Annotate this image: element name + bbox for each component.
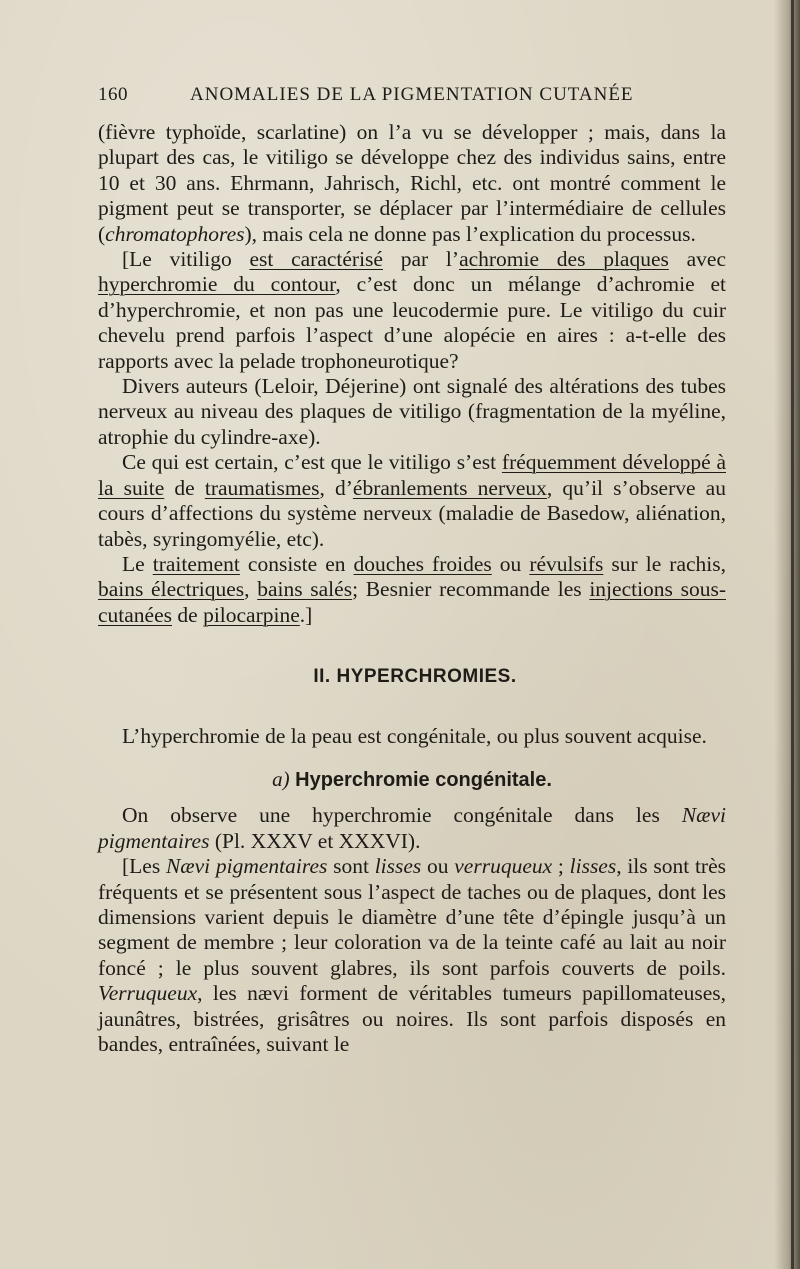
paragraph-nerve-alterations: Divers auteurs (Leloir, Déjerine) ont signalé des altérations des tubes nerveux au niveau des plaques de vitiligo (fragmentation de la myéline, atrophie du cylindre-axe).: [98, 374, 726, 449]
paragraph-traumatisms: Ce qui est certain, c’est que le vitiligo s’est fréquemment développé à la suite de traumatismes, d’ébranlements nerveux, qu’il s’observe au cours d’affections du système nerveux (maladie de Basedow, aliénation, tabès, syringomyélie, etc).: [98, 450, 727, 551]
paragraph-vitiligo-definition: [Le vitiligo est caractérisé par l’achromie des plaques avec hyperchromie du contour, c’est donc un mélange d’achromie et d’hyperchromie, et non pas une leucodermie pure. Le vitiligo du cuir chevelu prend parfois l’aspect d’une alopécie en aires : a-t-elle des rapports avec la pelade trophoneurotique?: [98, 247, 726, 373]
page-edge-shadow: [774, 0, 800, 1269]
body-text: [98, 120, 726, 1057]
page-header: [98, 84, 718, 108]
paragraph-naevi-description: [Les Nævi pigmentaires sont lisses ou verruqueux ; lisses, ils sont très fréquents et se présentent sous l’aspect de taches ou de plaques, dont les dimensions varient depuis le diamètre d’une tête d’épingle jusqu’à un segment de membre ; leur coloration va de la teinte café au lait au noir foncé ; le plus souvent glabres, ils sont parfois couverts de poils. Verruqueux, les nævi forment de véritables tumeurs papillomateuses, jaunâtres, bistrées, grisâtres ou noires. Ils sont parfois disposés en bandes, entraînées, suivant le: [98, 854, 727, 1056]
subsection-title: a) Hyperchromie congénitale.: [272, 766, 552, 791]
paragraph-naevi-intro: On observe une hyperchromie congénitale dans les Nævi pigmentaires (Pl. XXXV et XXXVI).: [98, 803, 726, 853]
paragraph-treatment: Le traitement consiste en douches froides ou révulsifs sur le rachis, bains électriques, bains salés; Besnier recommande les injections sous-cutanées de pilocarpine.]: [98, 551, 726, 627]
page-edge-line: [791, 0, 794, 1269]
paragraph-hyperchromie-intro: L’hyperchromie de la peau est congénitale, ou plus souvent acquise.: [122, 723, 707, 748]
section-title: II. HYPERCHROMIES.: [313, 666, 517, 688]
page-number: 160: [98, 84, 128, 105]
paragraph-continuation: (fièvre typhoïde, scarlatine) on l’a vu se développer ; mais, dans la plupart des cas, le vitiligo se développe chez des individus sains, entre 10 et 30 ans. Ehrmann, Jahrisch, Richl, etc. ont montré comment le pigment peut se transporter, se déplacer par l’intermédiaire de cellules (chromatophores), mais cela ne donne pas l’explication du processus.: [98, 120, 726, 246]
running-title: ANOMALIES DE LA PIGMENTATION CUTANÉE: [190, 84, 634, 105]
